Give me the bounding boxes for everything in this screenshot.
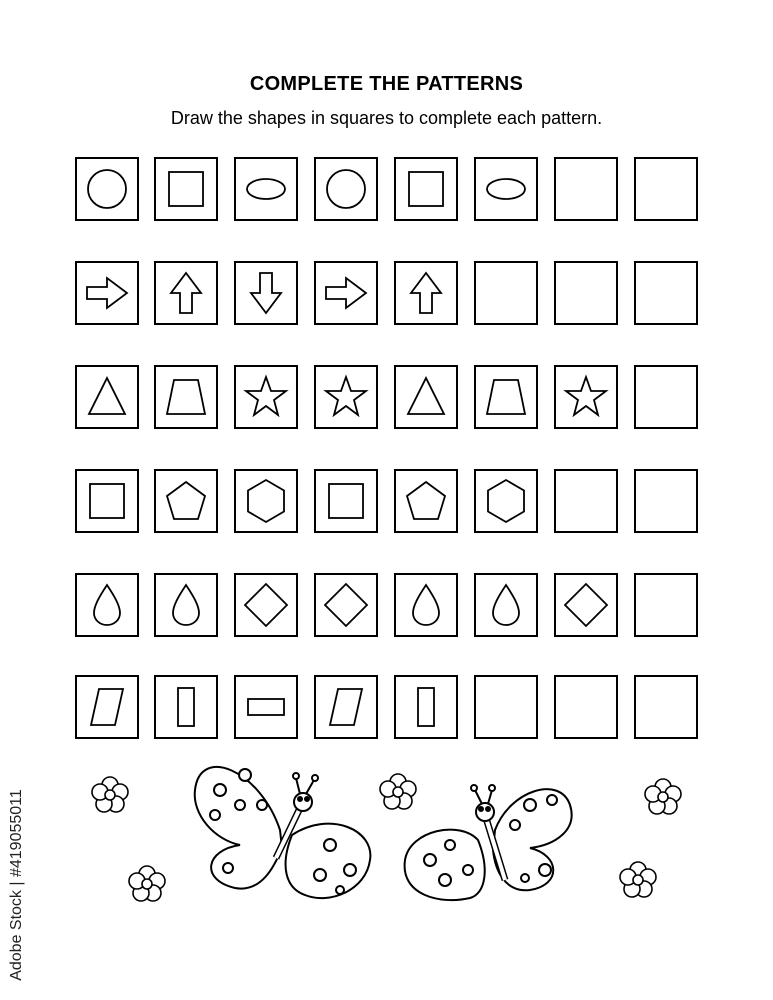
drop-shape: [77, 575, 137, 635]
pentagon-shape: [156, 471, 216, 531]
drop-shape: [156, 575, 216, 635]
drop-shape: [476, 575, 536, 635]
circle-shape: [77, 159, 137, 219]
pattern-cell: [394, 573, 458, 637]
pattern-cell: [154, 157, 218, 221]
parallelogram-shape: [316, 677, 376, 737]
pattern-cell: [394, 365, 458, 429]
trapezoid-shape: [476, 367, 536, 427]
pattern-cell: [234, 365, 298, 429]
pattern-cell: [234, 261, 298, 325]
answer-box[interactable]: [554, 469, 618, 533]
trapezoid-shape: [156, 367, 216, 427]
tall-rectangle-shape: [156, 677, 216, 737]
star-shape: [236, 367, 296, 427]
arrow-right-shape: [77, 263, 137, 323]
answer-box[interactable]: [634, 365, 698, 429]
answer-box[interactable]: [634, 261, 698, 325]
parallelogram-shape: [77, 677, 137, 737]
arrow-down-shape: [236, 263, 296, 323]
hexagon-shape: [236, 471, 296, 531]
pattern-cell: [394, 261, 458, 325]
star-shape: [556, 367, 616, 427]
flower-icon: [620, 862, 656, 897]
butterfly-icon: [405, 785, 572, 900]
pattern-cell: [75, 157, 139, 221]
butterfly-icon: [195, 767, 371, 898]
pattern-cell: [474, 157, 538, 221]
pattern-cell: [394, 675, 458, 739]
circle-shape: [316, 159, 376, 219]
square-shape: [156, 159, 216, 219]
pattern-cell: [75, 469, 139, 533]
square-shape: [316, 471, 376, 531]
pattern-cell: [394, 157, 458, 221]
pattern-cell: [154, 261, 218, 325]
pattern-cell: [314, 573, 378, 637]
square-shape: [396, 159, 456, 219]
pattern-cell: [154, 675, 218, 739]
wide-rectangle-shape: [236, 677, 296, 737]
answer-box[interactable]: [634, 675, 698, 739]
answer-box[interactable]: [554, 261, 618, 325]
pattern-cell: [314, 365, 378, 429]
pattern-cell: [474, 365, 538, 429]
tall-rectangle-shape: [396, 677, 456, 737]
answer-box[interactable]: [474, 675, 538, 739]
pattern-cell: [314, 261, 378, 325]
pattern-cell: [234, 157, 298, 221]
pattern-cell: [314, 675, 378, 739]
stock-image-id-text: Adobe Stock | #419055011: [8, 789, 25, 981]
arrow-right-shape: [316, 263, 376, 323]
pentagon-shape: [396, 471, 456, 531]
pattern-cell: [75, 573, 139, 637]
pattern-cell: [154, 573, 218, 637]
diamond-shape: [556, 575, 616, 635]
pattern-cell: [554, 573, 618, 637]
triangle-shape: [77, 367, 137, 427]
flower-icon: [380, 774, 416, 809]
triangle-shape: [396, 367, 456, 427]
pattern-cell: [474, 573, 538, 637]
arrow-up-shape: [156, 263, 216, 323]
star-shape: [316, 367, 376, 427]
pattern-cell: [234, 469, 298, 533]
pattern-cell: [394, 469, 458, 533]
hexagon-shape: [476, 471, 536, 531]
square-shape: [77, 471, 137, 531]
ellipse-shape: [236, 159, 296, 219]
ellipse-shape: [476, 159, 536, 219]
stock-image-id: [6, 770, 28, 1000]
answer-box[interactable]: [554, 157, 618, 221]
pattern-cell: [75, 261, 139, 325]
answer-box[interactable]: [634, 469, 698, 533]
worksheet-instructions: Draw the shapes in squares to complete each pattern.: [170, 108, 603, 128]
diamond-shape: [236, 575, 296, 635]
worksheet-title: COMPLETE THE PATTERNS: [249, 73, 524, 95]
pattern-cell: [154, 469, 218, 533]
answer-box[interactable]: [474, 261, 538, 325]
diamond-shape: [316, 575, 376, 635]
pattern-cell: [75, 365, 139, 429]
answer-box[interactable]: [634, 573, 698, 637]
decoration-area: [0, 740, 773, 1000]
answer-box[interactable]: [634, 157, 698, 221]
flower-icon: [645, 779, 681, 814]
flower-icon: [129, 866, 165, 901]
arrow-up-shape: [396, 263, 456, 323]
pattern-cell: [154, 365, 218, 429]
pattern-cell: [314, 157, 378, 221]
pattern-cell: [234, 573, 298, 637]
pattern-cell: [234, 675, 298, 739]
drop-shape: [396, 575, 456, 635]
answer-box[interactable]: [554, 675, 618, 739]
pattern-cell: [314, 469, 378, 533]
pattern-cell: [75, 675, 139, 739]
flower-icon: [92, 777, 128, 812]
pattern-cell: [474, 469, 538, 533]
pattern-cell: [554, 365, 618, 429]
